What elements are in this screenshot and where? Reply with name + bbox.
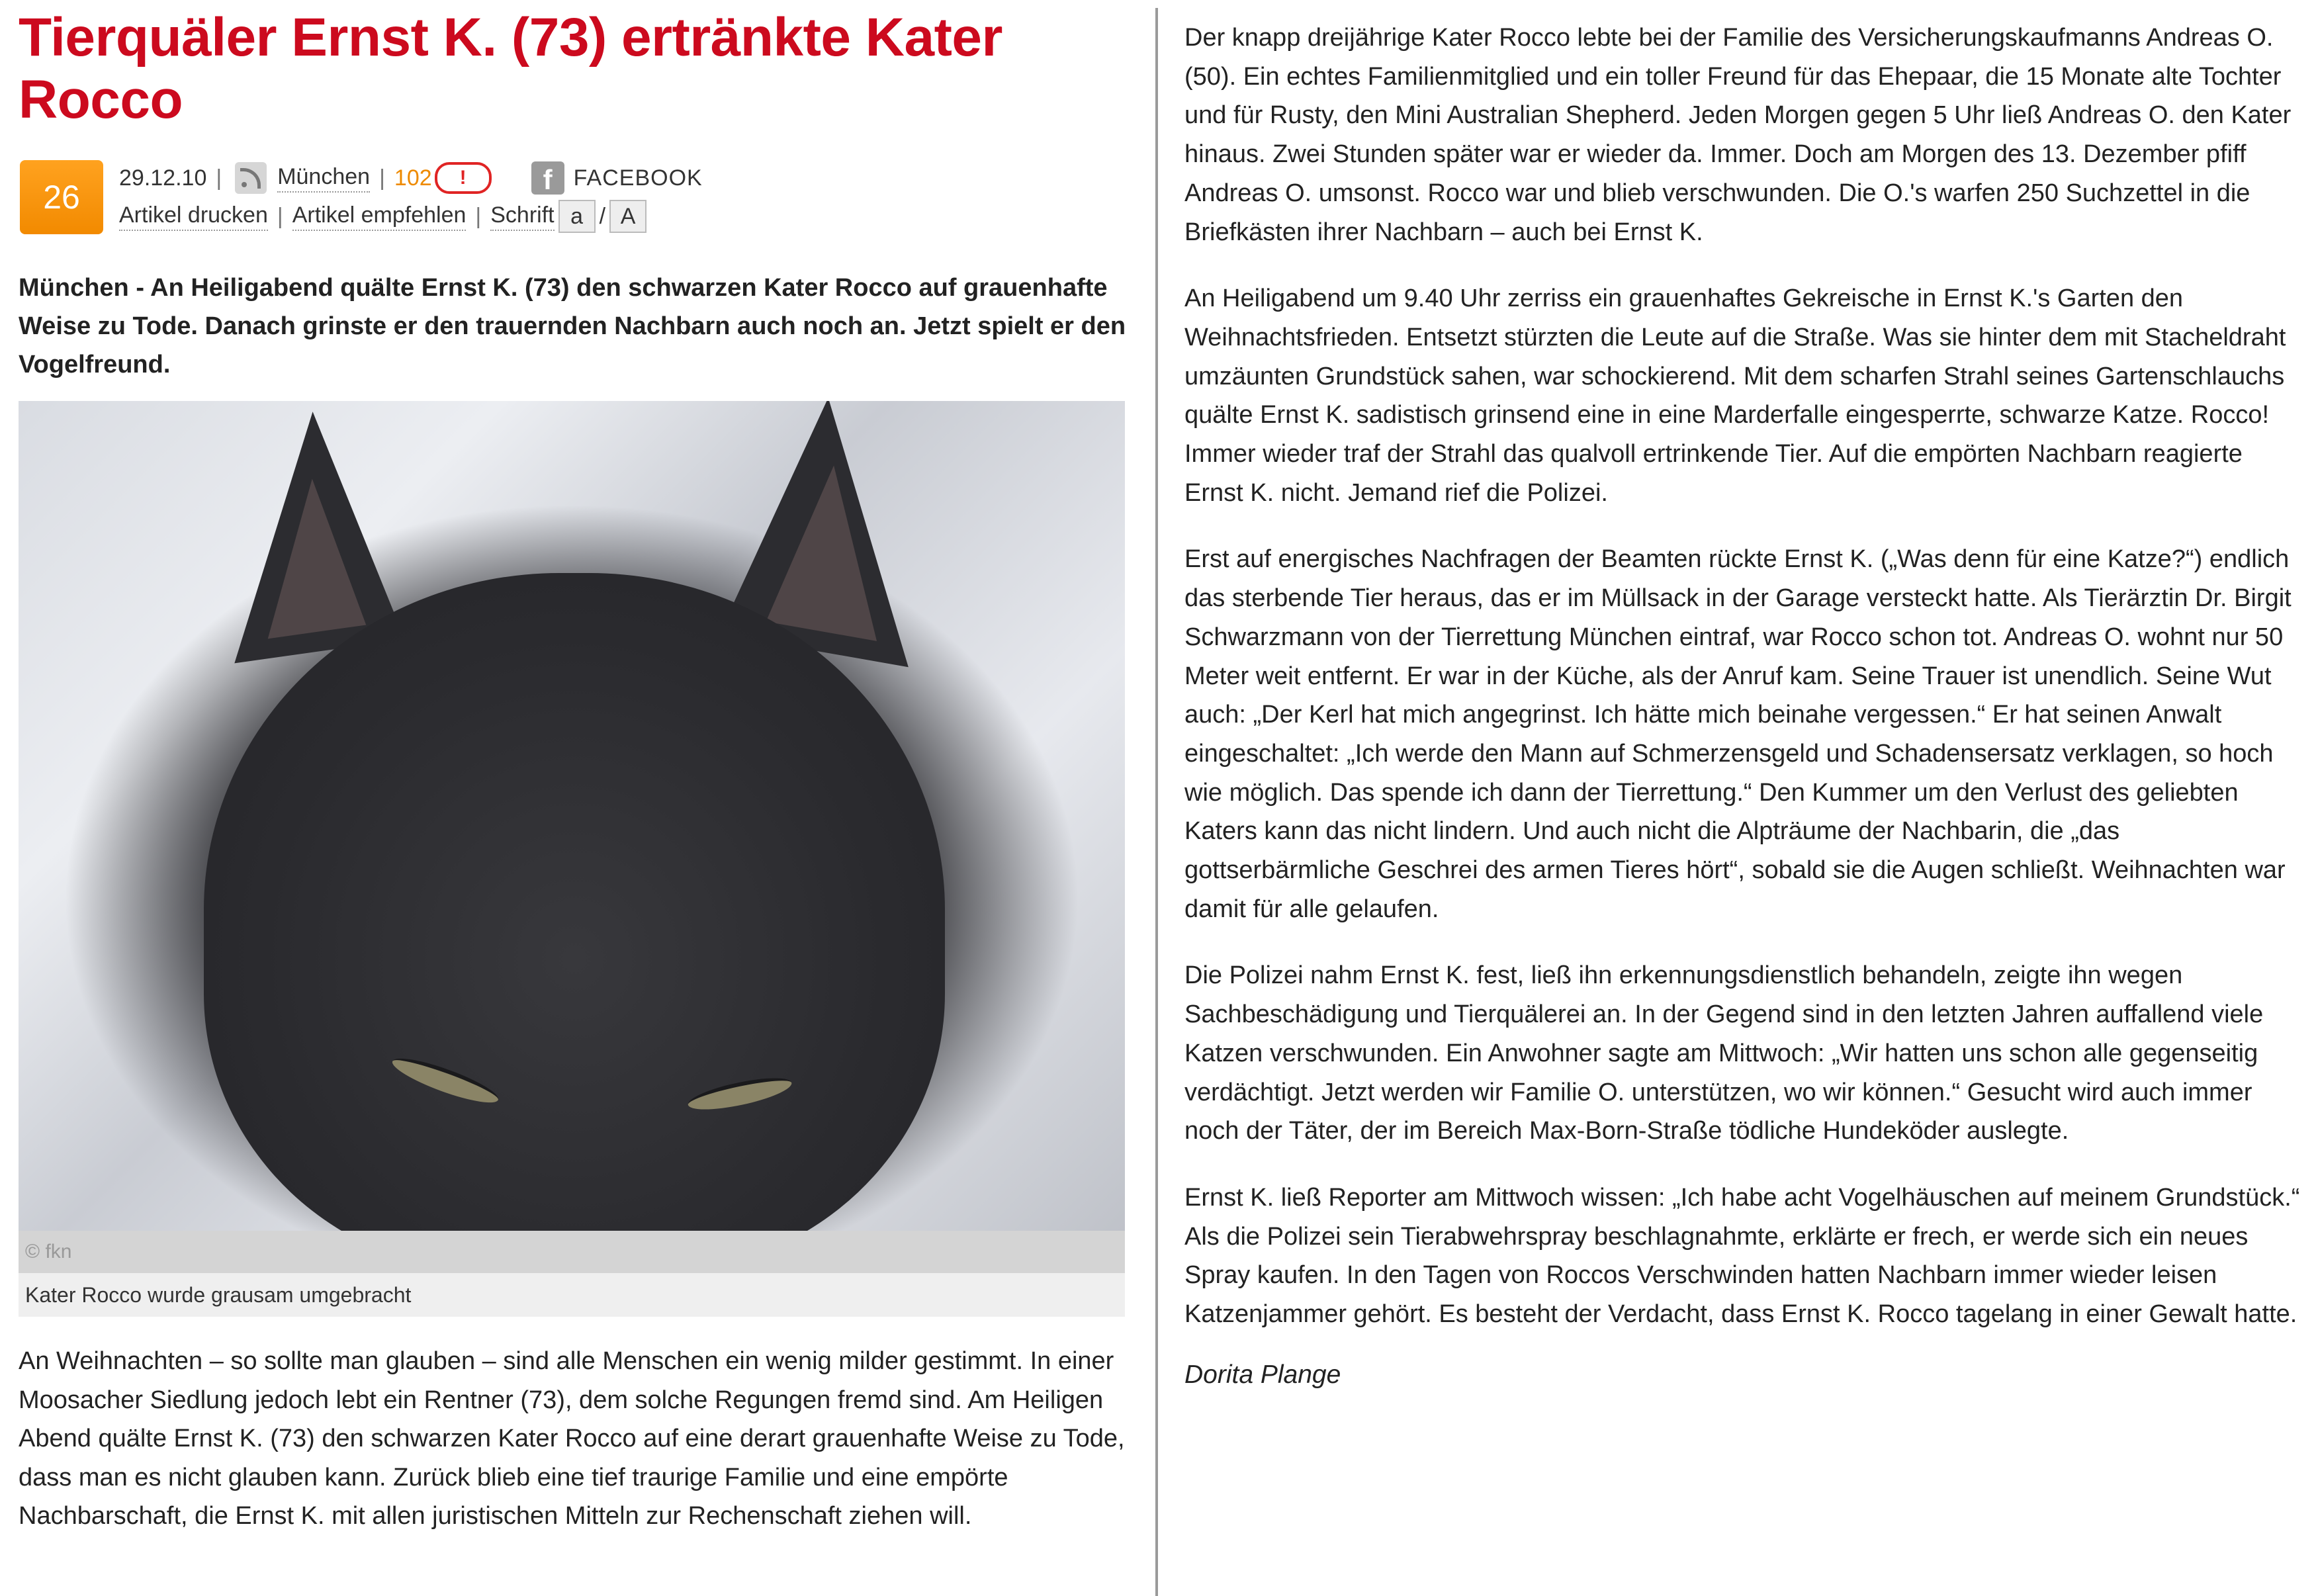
article-paragraph: Der knapp dreijährige Kater Rocco lebte bei der Familie des Versicherungskaufmanns Andreas O. (50). Ein echtes Familienmitglied und ein toller Freund für das Ehepaar, die 15 Monate alte Tochter und für Rusty, den Mini Australian Shepherd. Jeden Morgen gegen 5 Uhr ließ Andreas O. den Kater hinaus. Zwei Stunden später war er wieder da. Immer. Doch am Morgen des 13. Dezember pfiff Andreas O. umsonst. Rocco war und blieb verschwunden. Die O.'s warfen 250 Suchzettel in die Briefkästen ihrer Nachbarn – auch bei Ernst K. (1184, 24, 2292, 246)
font-separator: / (599, 203, 606, 229)
recommend-article-link[interactable]: Artikel empfehlen (292, 202, 467, 231)
comment-count-link[interactable]: 102 (394, 165, 432, 191)
photo-caption: Kater Rocco wurde grausam umgebracht (19, 1273, 1125, 1317)
article-paragraph: Die Polizei nahm Ernst K. fest, ließ ihn erkennungsdienstlich behandeln, zeigte ihn wegen Sachbeschädigung und Tierquälerei an. In der Gegend sind in den letzten Jahren auffallend viele Katzen verschwunden. Ein Anwohner sagte am Mittwoch: „Wir hatten uns schon alle gegenseitig verdächtigt. Jetzt werden wir Familie O. unterstützen, wo wir können.“ Gesucht wird auch immer noch der Täter, der im Bereich Max-Born-Straße tödliche Hundeköder auslegte. (1184, 961, 2264, 1145)
article-date: 29.12.10 (119, 165, 207, 191)
article-intro: An Weihnachten – so sollte man glauben – sind alle Menschen ein wenig milder gestimmt. In einer Moosacher Siedlung jedoch lebt ein Rentner (73), dem solche Regungen fremd sind. Am Heiligen Abend quälte Ernst K. (73) den schwarzen Kater Rocco auf eine derart grauenhafte Weise zu Tode, dass man es nicht glauben kann. Zurück blieb eine tief traurige Familie und eine empörte Nachbarschaft, die Ernst K. mit allen juristischen Mitteln zur Rechenschaft ziehen will. (19, 1347, 1125, 1530)
separator: | (475, 203, 482, 229)
left-column (19, 0, 1130, 1536)
article-paragraph: Erst auf energisches Nachfragen der Beamten rückte Ernst K. („Was denn für eine Katze?“) endlich das sterbende Tier heraus, das er im Müllsack in der Garage versteckt hatte. Als Tierärztin Dr. Birgit Schwarzmann von der Tierrettung München eintraf, war Rocco schon tot. Andreas O. wohnt nur 50 Meter weit entfernt. Er war in der Küche, als der Anruf kam. Seine Trauer ist unendlich. Seine Wut auch: „Der Kerl hat mich angegrinst. Ich hätte mich beinahe vergessen.“ Er hat seinen Anwalt eingeschaltet: „Ich werde den Mann auf Schmerzensgeld und Schadensersatz verklagen, so hoch wie möglich. Das spende ich dann der Tierrettung.“ Den Kummer um den Verlust des geliebten Katers kann das nicht lindern. Und auch nicht die Alpträume der Nachbarin, die „das gottserbärmliche Geschrei des armen Tieres hört“, sobald sie die Augen schließt. Weihnachten war damit für alle gelaufen. (1184, 545, 2292, 923)
font-smaller-button[interactable]: a (558, 200, 596, 233)
article-paragraph: An Heiligabend um 9.40 Uhr zerriss ein grauenhaftes Gekreische in Ernst K.'s Garten den Weihnachtsfrieden. Entsetzt stürzten die Leute auf die Straße. Was sie hinter dem mit Stacheldraht umzäunten Grundstück sahen, war schockierend. Mit dem scharfen Strahl seines Gartenschlauchs quälte Ernst K. sadistisch grinsend eine in eine Marderfalle eingesperrte, schwarze Katze. Rocco! Immer wieder traf der Strahl das qualvoll ertrinkende Tier. Auf die empörten Nachbarn reagierte Ernst K. nicht. Jemand rief die Polizei. (1184, 285, 2286, 507)
comment-bubble-icon[interactable]: ! (435, 162, 492, 194)
column-divider (1155, 8, 1158, 1596)
font-larger-button[interactable]: A (609, 200, 646, 233)
separator: | (216, 165, 222, 191)
article-title: Tierquäler Ernst K. (73) ertränkte Kater Rocco (19, 7, 1002, 130)
photo-credit: © fkn (19, 1231, 1125, 1273)
meta-row-bottom (119, 200, 650, 233)
facebook-icon[interactable]: f (531, 161, 564, 195)
meta-row-top (119, 161, 703, 195)
rss-icon[interactable] (235, 162, 267, 194)
print-article-link[interactable]: Artikel drucken (119, 202, 268, 231)
cat-photo (19, 401, 1125, 1231)
article-lead: München - An Heiligabend quälte Ernst K. (73) den schwarzen Kater Rocco auf grauenhafte Weise zu Tode. Danach grinste er den trauernden Nachbarn auch noch an. Jetzt spielt er den Vogelfreund. (19, 274, 1126, 378)
separator: | (277, 203, 283, 229)
article-figure (19, 401, 1125, 1317)
article-author: Dorita Plange (1184, 1360, 1341, 1389)
article-paragraph: Ernst K. ließ Reporter am Mittwoch wissen: „Ich habe acht Vogelhäuschen auf meinem Grundstück.“ Als die Polizei sein Tierabwehrspray beschlagnahmte, erklärte er frech, er werde sich ein neues Spray kaufen. In den Tagen von Roccos Verschwinden hatten Nachbarn immer wieder leisen Katzenjammer gehört. Es besteht der Verdacht, dass Ernst K. Rocco tagelang in einer Gewalt hatte. (1184, 1183, 2300, 1329)
font-size-label: Schrift (490, 202, 554, 231)
separator: | (379, 165, 385, 191)
location-link[interactable]: München (277, 164, 370, 193)
facebook-link[interactable]: FACEBOOK (573, 165, 703, 191)
right-column (1184, 19, 2303, 1390)
day-badge: 26 (20, 160, 103, 234)
article-meta (19, 157, 1130, 237)
